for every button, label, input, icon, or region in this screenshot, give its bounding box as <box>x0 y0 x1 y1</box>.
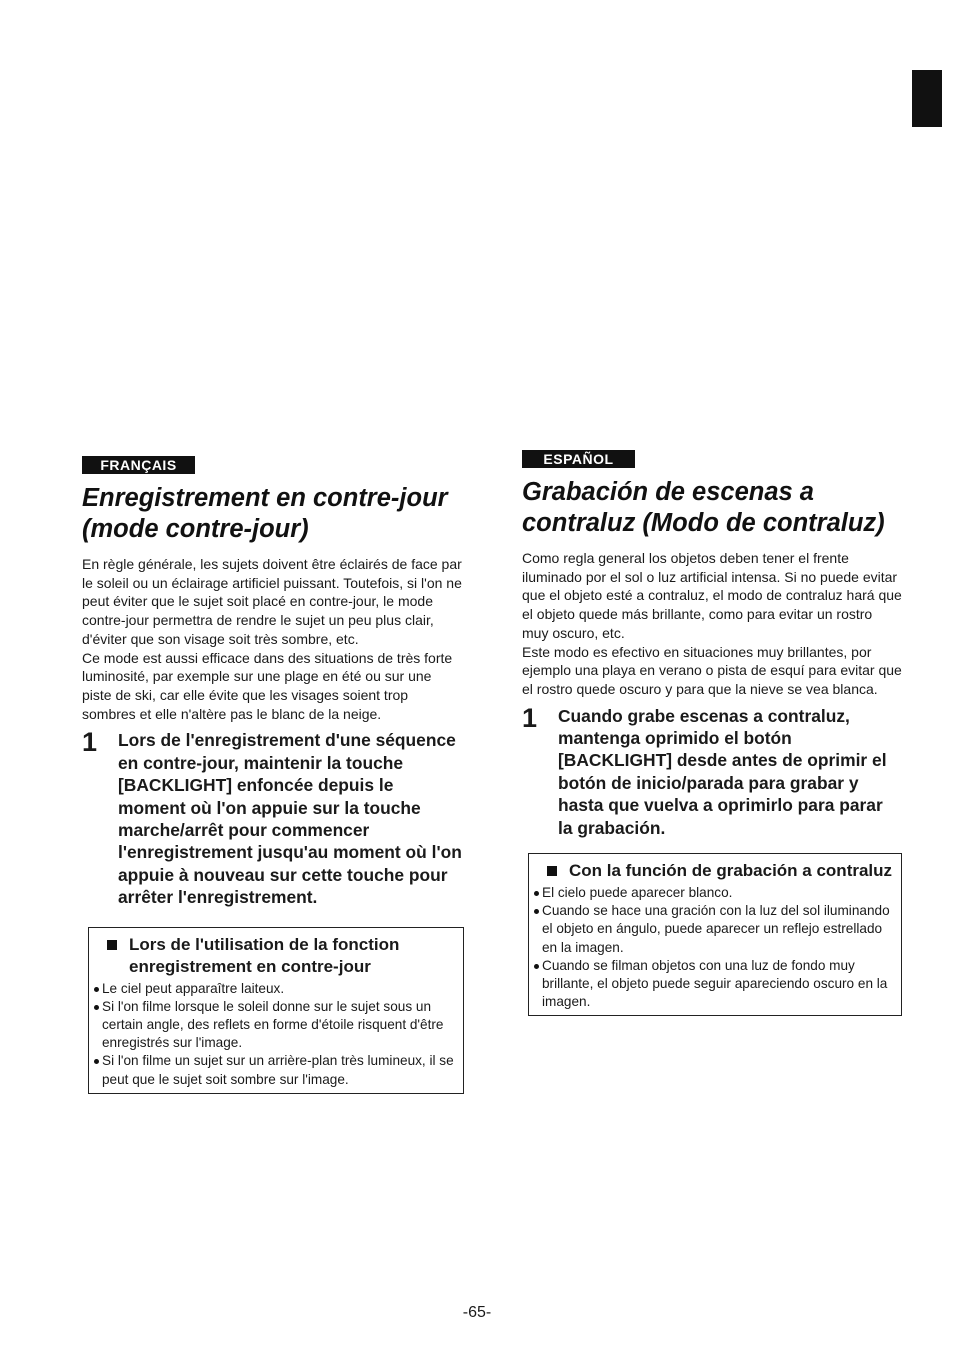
language-badge-french: FRANÇAIS <box>82 456 195 474</box>
step-number: 1 <box>522 702 538 733</box>
step-1 <box>82 729 464 908</box>
note-list <box>93 980 457 1089</box>
note-item: Si l'on filme un sujet sur un arrière-plan très lumineux, il se peut que le sujet soit sombre sur l'image. <box>93 1052 457 1088</box>
step-instruction: Lors de l'enregistrement d'une séquence en contre-jour, maintenir la touche [BACKLIGHT] enfoncée depuis le moment où l'on appuie sur la touche marche/arrêt pour commencer l'enregistrement jusqu'au moment où l'on appuie à nouveau sur cette touche pour arrêter l'enregistrement. <box>118 730 462 908</box>
note-list <box>533 884 895 1011</box>
note-heading-text: Lors de l'utilisation de la fonction enregistrement en contre-jour <box>129 934 400 976</box>
intro-paragraph-1: En règle générale, les sujets doivent être éclairés de face par le soleil ou un éclairage artificiel puissant. Toutefois, si l'on ne peut éviter que le sujet soit placé en contre-jour, le mode contre-jour permettra de rendre le sujet un peu plus clair, d'éviter que son visage soit très sombre, etc. <box>82 556 462 647</box>
language-badge-spanish: ESPAÑOL <box>522 450 635 468</box>
step-1 <box>522 702 902 839</box>
note-item: El cielo puede aparecer blanco. <box>533 884 895 902</box>
page-edge-tab <box>912 70 942 127</box>
note-item: Cuando se filman objetos con una luz de fondo muy brillante, el objeto puede seguir apareciendo oscuro en la imagen. <box>533 957 895 1012</box>
title-line-2: contraluz (Modo de contraluz) <box>522 509 885 537</box>
step-instruction: Cuando grabe escenas a contraluz, mantenga oprimido el botón [BACKLIGHT] desde antes de oprimir el botón de inicio/parada para grabar y hasta que vuelva a oprimirlo para parar la grabación. <box>558 705 887 838</box>
section-title-french <box>82 483 464 545</box>
section-title-spanish <box>522 477 902 539</box>
intro-paragraph-1: Como regla general los objetos deben tener el frente iluminado por el sol o luz artificial intensa. Si no puede evitar que el objeto esté a contraluz, el modo de contraluz hará que el objeto quede más brillante, como para evitar un rostro muy oscuro, etc. <box>522 550 902 641</box>
french-column <box>82 456 464 1094</box>
title-line-1: Enregistrement en contre-jour <box>82 484 448 512</box>
square-bullet-icon <box>107 940 117 950</box>
note-heading <box>107 934 457 978</box>
spanish-column <box>522 450 902 1016</box>
note-item: Le ciel peut apparaître laiteux. <box>93 980 457 998</box>
square-bullet-icon <box>547 866 557 876</box>
step-number: 1 <box>82 727 98 758</box>
title-line-1: Grabación de escenas a <box>522 478 814 506</box>
note-box-french <box>88 927 464 1094</box>
note-item: Si l'on filme lorsque le soleil donne sur le sujet sous un certain angle, des reflets en forme d'étoile risquent d'être enregistrés sur l'image. <box>93 998 457 1053</box>
intro-paragraph-2: Este modo es efectivo en situaciones muy brillantes, por ejemplo una playa en verano o pista de esquí para evitar que el rostro quede oscuro y para que la nieve se vea blanca. <box>522 643 902 697</box>
note-heading <box>547 860 895 882</box>
note-item: Cuando se hace una gración con la luz del sol iluminando el objeto en ángulo, puede aparecer un reflejo estrellado en la imagen. <box>533 902 895 957</box>
note-heading-text: Con la función de grabación a contraluz <box>569 861 893 881</box>
title-line-2: (mode contre-jour) <box>82 515 309 543</box>
intro-paragraph-2: Ce mode est aussi efficace dans des situations de très forte luminosité, par exemple sur une plage en été ou sur une piste de ski, car elle évite que les visages soient trop sombres et elle n'altère pas le blanc de la neige. <box>82 649 453 722</box>
page-number: -65- <box>462 1304 492 1321</box>
note-box-spanish <box>528 853 902 1016</box>
